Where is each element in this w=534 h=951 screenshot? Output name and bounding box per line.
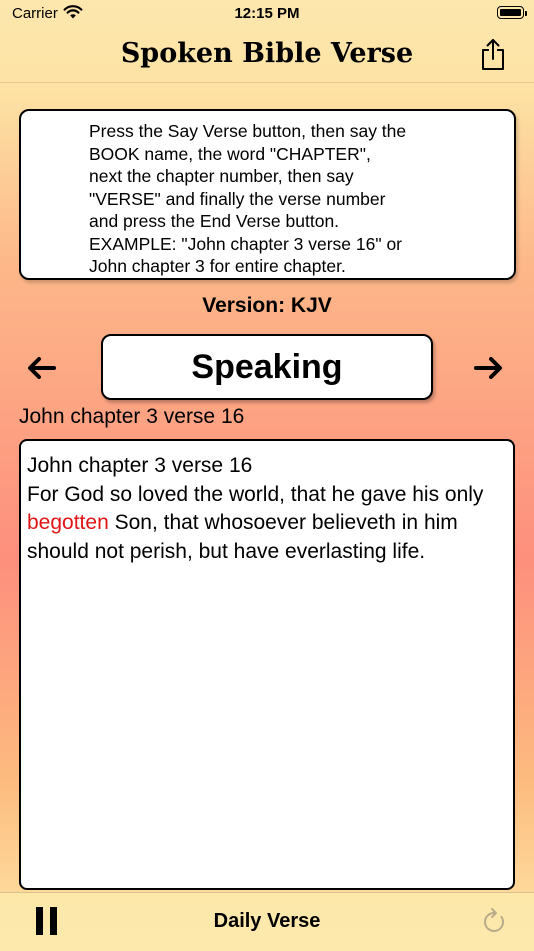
version-label: Version: KJV <box>202 294 332 317</box>
refresh-icon[interactable] <box>481 906 507 936</box>
instruction-line: BOOK name, the word "CHAPTER", <box>89 143 371 164</box>
verse-body <box>27 481 511 567</box>
instruction-line: EXAMPLE: "John chapter 3 verse 16" or <box>89 233 403 254</box>
instruction-line: John chapter 3 for entire chapter. <box>89 256 346 276</box>
battery-icon <box>497 6 524 19</box>
verse-reference: John chapter 3 verse 16 <box>19 405 245 428</box>
verse-heading: John chapter 3 verse 16 <box>27 454 253 477</box>
status-bar <box>0 0 534 30</box>
speak-button[interactable]: Speaking <box>101 334 433 400</box>
navigation-bar <box>0 30 534 83</box>
verse-highlight: begotten <box>27 511 109 534</box>
share-icon[interactable] <box>480 38 506 72</box>
instruction-line: next the chapter number, then say <box>89 166 354 186</box>
verse-content <box>27 452 511 566</box>
instruction-line: and press the End Verse button. <box>89 211 340 231</box>
verse-text-before: For God so loved the world, that he gave his only <box>27 482 484 506</box>
arrow-right-icon[interactable] <box>470 350 506 386</box>
daily-verse-button[interactable]: Daily Verse <box>213 910 321 932</box>
clock: 12:15 PM <box>234 5 300 22</box>
verse-text-after: Son, that whosoever believeth in him should not perish, but have everlasting life. <box>27 511 458 563</box>
carrier-label: Carrier <box>12 5 58 22</box>
instruction-line: "VERSE" and finally the verse number <box>89 188 386 209</box>
instructions-text <box>89 120 469 278</box>
page-title: Spoken Bible Verse <box>120 38 414 69</box>
arrow-left-icon[interactable] <box>24 350 60 386</box>
verse-text-area[interactable] <box>19 439 515 890</box>
instructions-box <box>19 109 516 280</box>
instruction-line: Press the Say Verse button, then say the <box>89 121 407 141</box>
